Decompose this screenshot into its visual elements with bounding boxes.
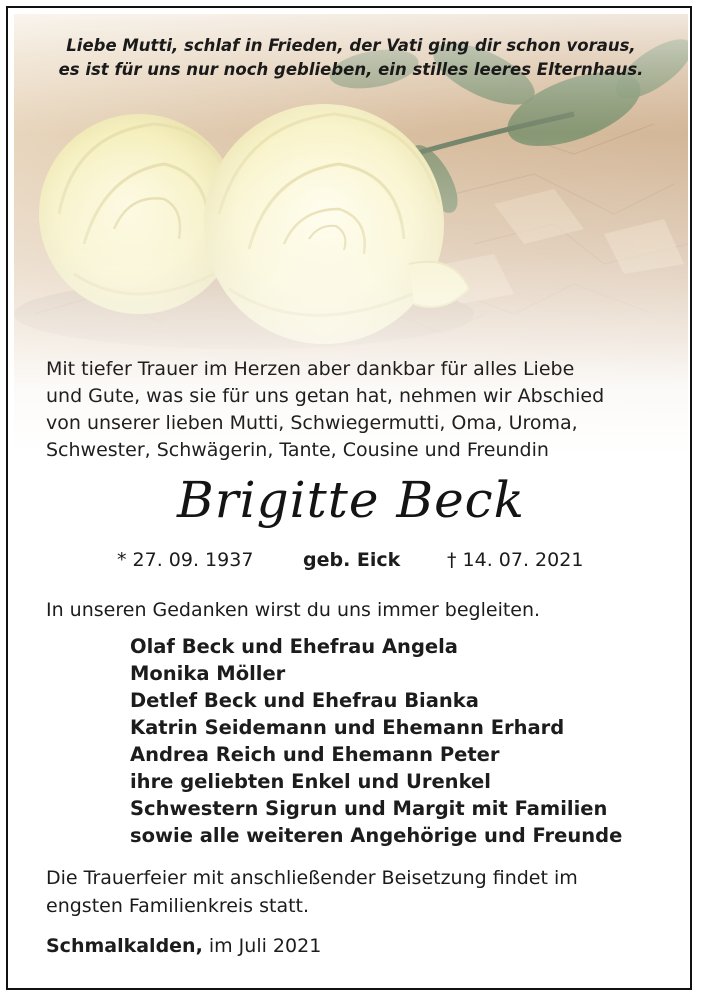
mourner-entry: ihre geliebten Enkel und Urenkel bbox=[130, 770, 491, 793]
mourner-entry: Andrea Reich und Ehemann Peter bbox=[130, 743, 500, 766]
place-and-date bbox=[46, 933, 321, 959]
mourner-entry: Schwestern Sigrun und Margit mit Familien bbox=[130, 797, 608, 820]
quote-line-1: Liebe Mutti, schlaf in Frieden, der Vati ging dir schon voraus, bbox=[66, 36, 636, 55]
mourner-entry: sowie alle weiteren Angehörige und Freunde bbox=[130, 824, 623, 847]
mourner-entry: Monika Möller bbox=[130, 662, 286, 685]
mourner-entry: Olaf Beck und Ehefrau Angela bbox=[130, 635, 458, 658]
mourners-list bbox=[130, 633, 622, 849]
birth-date: * 27. 09. 1937 bbox=[117, 549, 254, 571]
intro-text bbox=[46, 356, 666, 464]
funeral-info bbox=[46, 864, 578, 920]
intro-line: von unserer lieben Mutti, Schwiegermutti, Oma, Uroma, bbox=[46, 412, 578, 434]
quote bbox=[14, 34, 688, 82]
memorial-thought: In unseren Gedanken wirst du uns immer begleiten. bbox=[46, 599, 541, 621]
mourner-entry: Detlef Beck und Ehefrau Bianka bbox=[130, 689, 479, 712]
intro-line: und Gute, was sie für uns getan hat, nehmen wir Abschied bbox=[46, 385, 605, 407]
intro-line: Mit tiefer Trauer im Herzen aber dankbar für alles Liebe bbox=[46, 358, 575, 380]
place-date: im Juli 2021 bbox=[208, 935, 322, 957]
intro-line: Schwester, Schwägerin, Tante, Cousine und Freundin bbox=[46, 439, 549, 461]
quote-line-2: es ist für uns nur noch geblieben, ein stilles leeres Elternhaus. bbox=[58, 60, 644, 79]
place-city: Schmalkalden, bbox=[46, 935, 203, 957]
mourner-entry: Katrin Seidemann und Ehemann Erhard bbox=[130, 716, 565, 739]
funeral-line: Die Trauerfeier mit anschließender Beisetzung findet im bbox=[46, 867, 578, 889]
death-date: † 14. 07. 2021 bbox=[447, 549, 584, 571]
deceased-name: Brigitte Beck bbox=[177, 471, 525, 529]
maiden-name: geb. Eick bbox=[303, 549, 401, 571]
funeral-line: engsten Familienkreis statt. bbox=[46, 895, 310, 917]
